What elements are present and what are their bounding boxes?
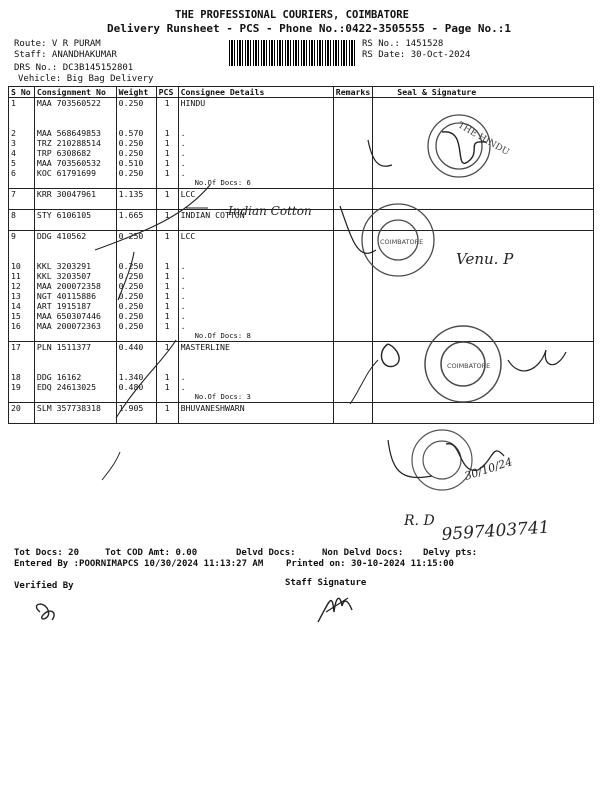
cell-line: 0.250: [118, 148, 144, 158]
cell-spacer: [119, 392, 154, 402]
cell-spacer: [11, 178, 32, 188]
cell-line: LCC: [180, 231, 196, 241]
cell-line: [37, 118, 114, 128]
seal-signature-cell: [373, 98, 594, 189]
cell-line: [159, 251, 176, 261]
cell-line: 0.570: [118, 128, 144, 138]
cell-line: [159, 118, 176, 128]
col-sno-header: S No: [9, 87, 35, 98]
cell-line: 1: [164, 281, 170, 291]
cell-line: .: [180, 291, 186, 301]
cell-line: NGT 40115886: [36, 291, 97, 301]
cell-line: 1: [164, 189, 170, 199]
runsheet-table: [8, 86, 594, 424]
cell-spacer: [11, 413, 32, 423]
cell-line: 4: [11, 148, 16, 158]
cell-spacer: [159, 178, 176, 188]
cell-line: [181, 362, 331, 372]
cell-line: [159, 108, 176, 118]
table-row: [9, 231, 594, 342]
cell-line: 1: [164, 403, 170, 413]
cell-spacer: [11, 220, 32, 230]
cell-spacer: [37, 199, 114, 209]
cell-line: MAA 200072363: [36, 321, 101, 331]
cell-line: 15: [11, 311, 21, 321]
sno-cell: [9, 210, 35, 231]
total-cod-amount: Tot COD Amt: 0.00: [105, 548, 198, 558]
cell-spacer: [37, 331, 114, 341]
cell-spacer: [11, 392, 32, 402]
cell-spacer: [37, 413, 114, 423]
cell-line: .: [180, 148, 186, 158]
cell-line: MAA 200072358: [36, 281, 101, 291]
cell-line: KKL 3203291: [36, 261, 92, 271]
cell-line: 1.340: [118, 372, 144, 382]
cell-line: [181, 108, 331, 118]
consignment-cell: [34, 231, 116, 342]
cell-spacer: [159, 392, 176, 402]
docs-count: No.Of Docs: 8: [194, 331, 251, 340]
cell-spacer: [119, 220, 154, 230]
cell-line: MAA 703560532: [36, 158, 101, 168]
docs-count: [181, 199, 331, 209]
cell-line: 13: [11, 291, 21, 301]
cell-line: .: [180, 168, 186, 178]
consignee-cell: [178, 189, 333, 210]
svg-text:COIMBATORE: COIMBATORE: [380, 238, 424, 246]
cell-line: 0.250: [118, 281, 144, 291]
cell-line: DDG 16162: [36, 372, 82, 382]
cell-spacer: [159, 199, 176, 209]
seal-signature-cell: [373, 342, 594, 403]
cell-line: 0.510: [118, 158, 144, 168]
cell-line: .: [180, 158, 186, 168]
consignee-cell: [178, 231, 333, 342]
rs-number: RS No.: 1451528: [362, 39, 444, 49]
cell-line: HINDU: [180, 98, 206, 108]
table-row: [9, 403, 594, 424]
cell-line: 20: [11, 403, 21, 413]
cell-line: MAA 568649853: [36, 128, 101, 138]
remarks-cell: [333, 189, 373, 210]
cell-line: .: [180, 261, 186, 271]
cell-spacer: [37, 392, 114, 402]
cell-line: 7: [11, 189, 16, 199]
cell-line: 1: [11, 98, 16, 108]
delivery-points: Delvy pts:: [423, 548, 478, 558]
consignee-cell: [178, 98, 333, 189]
cell-line: 1: [164, 311, 170, 321]
cell-line: [119, 362, 154, 372]
cell-line: PLN 1511377: [36, 342, 92, 352]
cell-line: .: [180, 271, 186, 281]
row18-handwritten-date: 30/10/24: [462, 455, 514, 483]
row20-handwritten-phone: 9597403741: [440, 517, 551, 545]
cell-spacer: [159, 331, 176, 341]
cell-line: [11, 118, 32, 128]
cell-line: 1.905: [118, 403, 144, 413]
consignee-cell: [178, 403, 333, 424]
cell-line: 0.250: [118, 271, 144, 281]
company-title: THE PROFESSIONAL COURIERS, COIMBATORE: [175, 9, 409, 21]
cell-line: EDQ 24613025: [36, 382, 97, 392]
cell-line: 1: [164, 231, 170, 241]
consignment-cell: [34, 342, 116, 403]
svg-text:COIMBATORE: COIMBATORE: [447, 362, 491, 370]
table-row: [9, 210, 594, 231]
table-header-row: [9, 87, 594, 98]
cell-line: LCC: [180, 189, 196, 199]
consignee-cell: [178, 342, 333, 403]
cell-line: 3: [11, 138, 16, 148]
cell-line: .: [180, 301, 186, 311]
cell-spacer: [37, 220, 114, 230]
weight-cell: [116, 98, 156, 189]
cell-line: [181, 352, 331, 362]
cell-line: 18: [11, 372, 21, 382]
cell-line: 1: [164, 168, 170, 178]
cell-line: [119, 241, 154, 251]
pcs-cell: [156, 403, 178, 424]
row8-handwritten-name: Venu. P: [456, 250, 514, 268]
sno-cell: [9, 98, 35, 189]
cell-line: 1.665: [118, 210, 144, 220]
entered-by: Entered By :POORNIMAPCS 10/30/2024 11:13:27 AM: [14, 559, 264, 569]
cell-line: .: [180, 281, 186, 291]
col-remarks-header: Remarks: [333, 87, 373, 98]
remarks-cell: [333, 231, 373, 342]
pcs-cell: [156, 98, 178, 189]
col-weight-header: Weight: [116, 87, 156, 98]
cell-line: 19: [11, 382, 21, 392]
cell-line: 1: [164, 321, 170, 331]
weight-cell: [116, 403, 156, 424]
table-row: [9, 189, 594, 210]
weight-cell: [116, 189, 156, 210]
cell-line: SLM 357738318: [36, 403, 101, 413]
weight-cell: [116, 342, 156, 403]
cell-line: [159, 362, 176, 372]
cell-line: .: [180, 382, 186, 392]
cell-line: 1: [164, 372, 170, 382]
cell-line: 0.250: [118, 291, 144, 301]
pcs-cell: [156, 189, 178, 210]
cell-spacer: [11, 199, 32, 209]
col-consignee-header: Consignee Details: [178, 87, 333, 98]
cell-spacer: [37, 178, 114, 188]
cell-line: 1: [164, 271, 170, 281]
cell-line: [119, 108, 154, 118]
cell-line: STY 6106105: [36, 210, 92, 220]
docs-count: [181, 413, 331, 423]
cell-line: 1.135: [118, 189, 144, 199]
cell-spacer: [119, 199, 154, 209]
cell-line: [11, 352, 32, 362]
cell-line: DDG 410562: [36, 231, 87, 241]
cell-line: 0.250: [118, 301, 144, 311]
col-pcs-header: PCS: [156, 87, 178, 98]
cell-line: [119, 118, 154, 128]
cell-line: [181, 118, 331, 128]
cell-line: KRR 30047961: [36, 189, 97, 199]
pcs-cell: [156, 231, 178, 342]
remarks-cell: [333, 210, 373, 231]
seal-signature-cell: [373, 189, 594, 210]
sno-cell: [9, 403, 35, 424]
cell-line: 1: [164, 301, 170, 311]
cell-line: 1: [164, 382, 170, 392]
sno-cell: [9, 189, 35, 210]
cell-line: 12: [11, 281, 21, 291]
table-row: [9, 342, 594, 403]
cell-spacer: [119, 178, 154, 188]
cell-line: 1: [164, 342, 170, 352]
cell-line: .: [180, 128, 186, 138]
cell-line: [11, 241, 32, 251]
cell-line: 5: [11, 158, 16, 168]
col-consignment-header: Consignment No: [34, 87, 116, 98]
barcode: [229, 40, 356, 66]
cell-line: 14: [11, 301, 21, 311]
cell-line: 1: [164, 98, 170, 108]
drs-label: DRS No.: DC3B145152801: [14, 63, 134, 73]
cell-line: [119, 251, 154, 261]
cell-line: .: [180, 138, 186, 148]
pcs-cell: [156, 342, 178, 403]
seal-signature-cell: [373, 231, 594, 342]
cell-line: TRZ 210288514: [36, 138, 101, 148]
sno-cell: [9, 231, 35, 342]
sno-cell: [9, 342, 35, 403]
table-row: [9, 98, 594, 189]
delivered-docs: Delvd Docs:: [236, 548, 296, 558]
consignment-cell: [34, 210, 116, 231]
weight-cell: [116, 231, 156, 342]
cell-line: 0.250: [118, 311, 144, 321]
cell-line: 1: [164, 210, 170, 220]
weight-cell: [116, 210, 156, 231]
consignment-cell: [34, 189, 116, 210]
cell-line: [11, 108, 32, 118]
cell-spacer: [159, 413, 176, 423]
row7-handwritten-note: Indian Cotton: [228, 204, 312, 218]
seal-signature-cell: [373, 210, 594, 231]
cell-line: [37, 362, 114, 372]
docs-count: No.Of Docs: 6: [194, 178, 251, 187]
cell-line: [37, 108, 114, 118]
cell-line: 0.250: [118, 168, 144, 178]
cell-spacer: [11, 331, 32, 341]
runsheet-subtitle: Delivery Runsheet - PCS - Phone No.:0422-3505555 - Page No.:1: [107, 22, 511, 35]
rs-date: RS Date: 30-Oct-2024: [362, 50, 471, 60]
cell-line: ART 1915187: [36, 301, 92, 311]
pcs-cell: [156, 210, 178, 231]
stamp1-text: THE HINDU: [455, 120, 511, 158]
cell-line: 16: [11, 321, 21, 331]
cell-line: 0.250: [118, 261, 144, 271]
consignment-cell: [34, 98, 116, 189]
cell-line: TRP 6308682: [36, 148, 92, 158]
staff-signature-label: Staff Signature: [285, 578, 367, 588]
cell-line: 1: [164, 128, 170, 138]
docs-count: [181, 220, 331, 230]
cell-line: 10: [11, 261, 21, 271]
cell-line: .: [180, 311, 186, 321]
staff-label: Staff: ANANDHAKUMAR: [14, 50, 117, 60]
non-delivered-docs: Non Delvd Docs:: [322, 548, 404, 558]
cell-line: 1: [164, 291, 170, 301]
cell-line: [37, 241, 114, 251]
remarks-cell: [333, 403, 373, 424]
cell-line: [181, 251, 331, 261]
row20-handwritten-initials: R. D: [404, 513, 435, 529]
cell-line: [181, 241, 331, 251]
cell-line: .: [180, 372, 186, 382]
cell-line: BHUVANESHWARN: [180, 403, 245, 413]
cell-line: [11, 362, 32, 372]
docs-count: No.Of Docs: 3: [194, 392, 251, 401]
cell-line: 11: [11, 271, 21, 281]
cell-line: MAA 650307446: [36, 311, 101, 321]
remarks-cell: [333, 342, 373, 403]
total-docs: Tot Docs: 20: [14, 548, 80, 558]
cell-line: [159, 241, 176, 251]
printed-on: Printed on: 30-10-2024 11:15:00: [286, 559, 454, 569]
cell-line: 2: [11, 128, 16, 138]
cell-line: 1: [164, 158, 170, 168]
cell-line: 0.250: [118, 98, 144, 108]
consignee-cell: [178, 210, 333, 231]
cell-line: 0.440: [118, 342, 144, 352]
consignment-cell: [34, 403, 116, 424]
cell-line: MASTERLINE: [180, 342, 230, 352]
cell-line: [37, 251, 114, 261]
cell-line: [159, 352, 176, 362]
seal-signature-cell: [373, 403, 594, 424]
cell-spacer: [119, 331, 154, 341]
cell-spacer: [119, 413, 154, 423]
cell-line: .: [180, 321, 186, 331]
cell-spacer: [159, 220, 176, 230]
cell-line: 0.250: [118, 231, 144, 241]
cell-line: 1: [164, 138, 170, 148]
cell-line: KKL 3203507: [36, 271, 92, 281]
cell-line: [11, 251, 32, 261]
cell-line: 9: [11, 231, 16, 241]
cell-line: [37, 352, 114, 362]
cell-line: 1: [164, 261, 170, 271]
cell-line: 17: [11, 342, 21, 352]
remarks-cell: [333, 98, 373, 189]
cell-line: [119, 352, 154, 362]
route-label: Route: V R PURAM: [14, 39, 101, 49]
pvt-ltd-stamp: [412, 430, 472, 490]
cell-line: KOC 61791699: [36, 168, 97, 178]
vehicle-label: Vehicle: Big Bag Delivery: [18, 74, 154, 84]
cell-line: MAA 703560522: [36, 98, 101, 108]
cell-line: 1: [164, 148, 170, 158]
cell-line: 0.250: [118, 138, 144, 148]
cell-line: 6: [11, 168, 16, 178]
cell-line: 8: [11, 210, 16, 220]
cell-line: 0.480: [118, 382, 144, 392]
cell-line: INDIAN COTTON: [180, 210, 245, 220]
cell-line: 0.250: [118, 321, 144, 331]
col-seal-header: Seal & Signature: [373, 87, 594, 98]
verified-by-label: Verified By: [14, 581, 74, 591]
